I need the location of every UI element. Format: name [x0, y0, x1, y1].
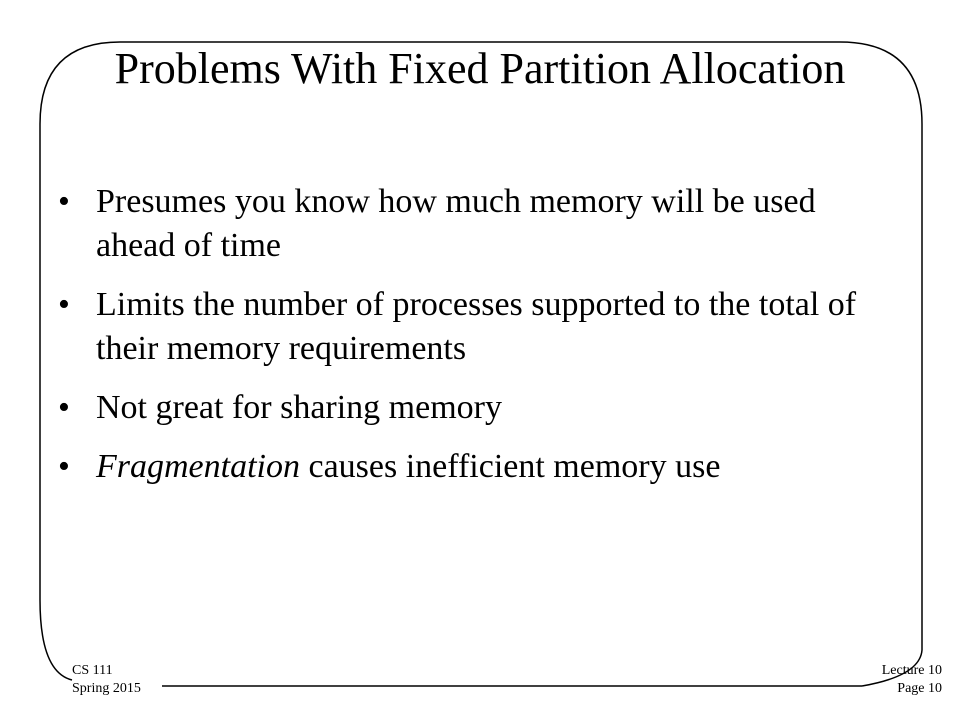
footer-course: CS 111: [72, 663, 113, 678]
bullet-text: Limits the number of processes supported to the total of their memory requirements: [96, 286, 857, 367]
footer-course-info: [72, 662, 141, 698]
footer-term: Spring 2015: [72, 681, 141, 696]
bullet-item: [58, 180, 878, 268]
footer-page-number: Page 10: [897, 681, 942, 696]
footer-lecture: Lecture 10: [881, 663, 942, 678]
bullet-icon: •: [58, 448, 70, 485]
bullet-text: Presumes you know how much memory will be used ahead of time: [96, 183, 816, 264]
bullet-list: [58, 180, 878, 504]
bullet-icon: •: [58, 286, 70, 323]
bullet-text: causes inefficient memory use: [299, 448, 721, 485]
bullet-item: [58, 283, 878, 371]
footer-page-info: [882, 662, 942, 698]
bullet-icon: •: [58, 389, 70, 426]
bullet-icon: •: [58, 183, 70, 220]
bullet-item: [58, 386, 878, 430]
bullet-text: Not great for sharing memory: [96, 389, 502, 426]
bullet-emphasis: Fragmentation: [96, 448, 300, 485]
slide-title: Problems With Fixed Partition Allocation: [114, 44, 846, 93]
frame-bottom-line: [162, 650, 922, 686]
bullet-item: [58, 445, 878, 489]
